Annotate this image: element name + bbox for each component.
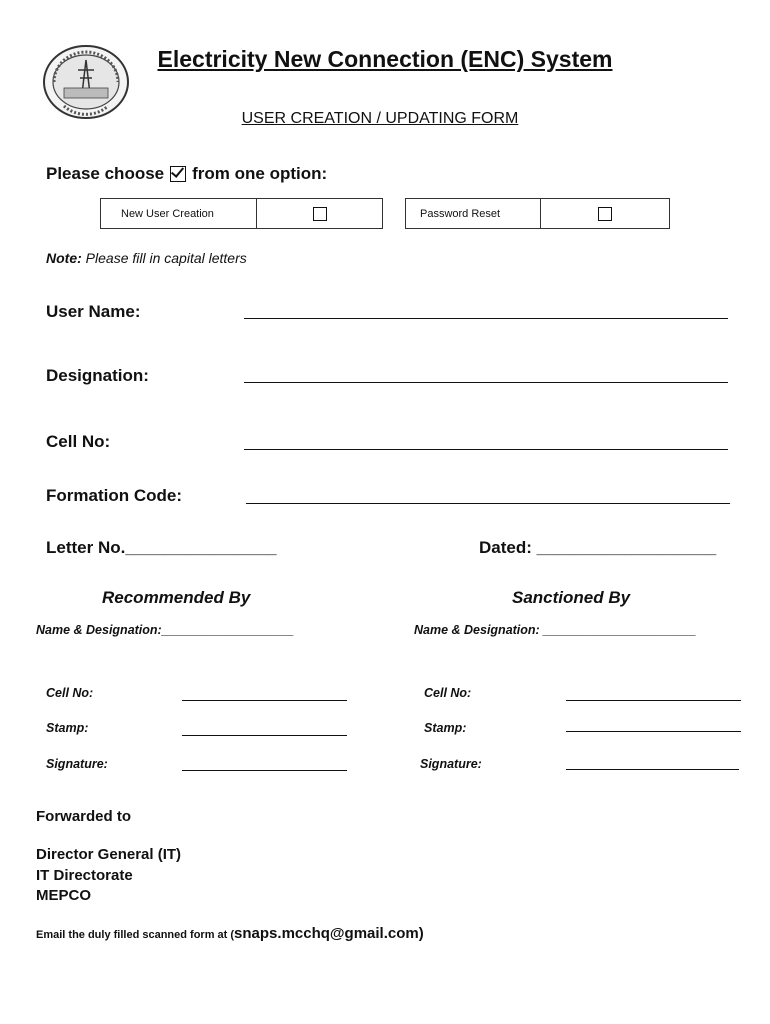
email-address-link[interactable]: snaps.mcchq@gmail.com) [234, 925, 424, 942]
dated-field[interactable]: Dated: ___________________ [479, 538, 717, 557]
sanctioned-cell-label: Cell No: [424, 686, 472, 700]
recommended-cell-label: Cell No: [46, 686, 94, 700]
sanctioned-signature-label: Signature: [420, 757, 482, 771]
forwarded-to-label: Forwarded to [36, 808, 132, 825]
user-name-label: User Name: [46, 302, 141, 321]
email-instruction-text: Email the duly filled scanned form at ( [36, 929, 235, 941]
choose-text-before: Please choose [46, 164, 165, 183]
formation-code-field[interactable] [246, 503, 730, 504]
option-password-reset [405, 198, 670, 229]
option-password-reset-cell [541, 199, 670, 229]
checked-box-icon [170, 166, 186, 182]
forward-line-1: Director General (IT) [36, 846, 182, 863]
recommended-signature-label: Signature: [46, 757, 108, 771]
email-instruction [36, 925, 424, 943]
new-user-checkbox[interactable] [313, 207, 327, 221]
note-label: Note: [46, 250, 82, 266]
designation-label: Designation: [46, 366, 149, 385]
formation-code-label: Formation Code: [46, 486, 182, 505]
recommended-signature-field[interactable] [182, 770, 347, 771]
note [46, 250, 247, 266]
option-new-user [100, 198, 383, 229]
recommended-by-heading: Recommended By [102, 588, 251, 607]
choose-instruction [46, 164, 327, 184]
page-title: Electricity New Connection (ENC) System [157, 46, 613, 72]
forward-line-2: IT Directorate [36, 867, 133, 884]
forward-line-3: MEPCO [36, 887, 92, 904]
cell-no-field[interactable] [244, 449, 728, 450]
sanctioned-cell-field[interactable] [566, 700, 741, 701]
recommended-name-designation-field[interactable]: Name & Designation:___________________ [36, 623, 294, 637]
cell-no-label: Cell No: [46, 432, 111, 451]
recommended-stamp-label: Stamp: [46, 721, 89, 735]
form-subtitle: USER CREATION / UPDATING FORM [241, 110, 519, 127]
password-reset-checkbox[interactable] [598, 207, 612, 221]
recommended-stamp-field[interactable] [182, 735, 347, 736]
option-password-reset-label: Password Reset [406, 199, 541, 229]
designation-field[interactable] [244, 382, 728, 383]
sanctioned-signature-field[interactable] [566, 769, 739, 770]
note-text: Please fill in capital letters [81, 250, 247, 266]
option-new-user-cell [257, 199, 383, 229]
sanctioned-stamp-label: Stamp: [424, 721, 467, 735]
option-new-user-label: New User Creation [101, 199, 257, 229]
user-name-field[interactable] [244, 318, 728, 319]
recommended-cell-field[interactable] [182, 700, 347, 701]
sanctioned-by-heading: Sanctioned By [512, 588, 631, 607]
sanctioned-name-designation-field[interactable]: Name & Designation: ______________________ [414, 623, 697, 637]
mepco-logo-seal [42, 44, 130, 120]
letter-no-field[interactable]: Letter No.________________ [46, 538, 277, 557]
sanctioned-stamp-field[interactable] [566, 731, 741, 732]
choose-text-after: from one option: [192, 164, 328, 183]
